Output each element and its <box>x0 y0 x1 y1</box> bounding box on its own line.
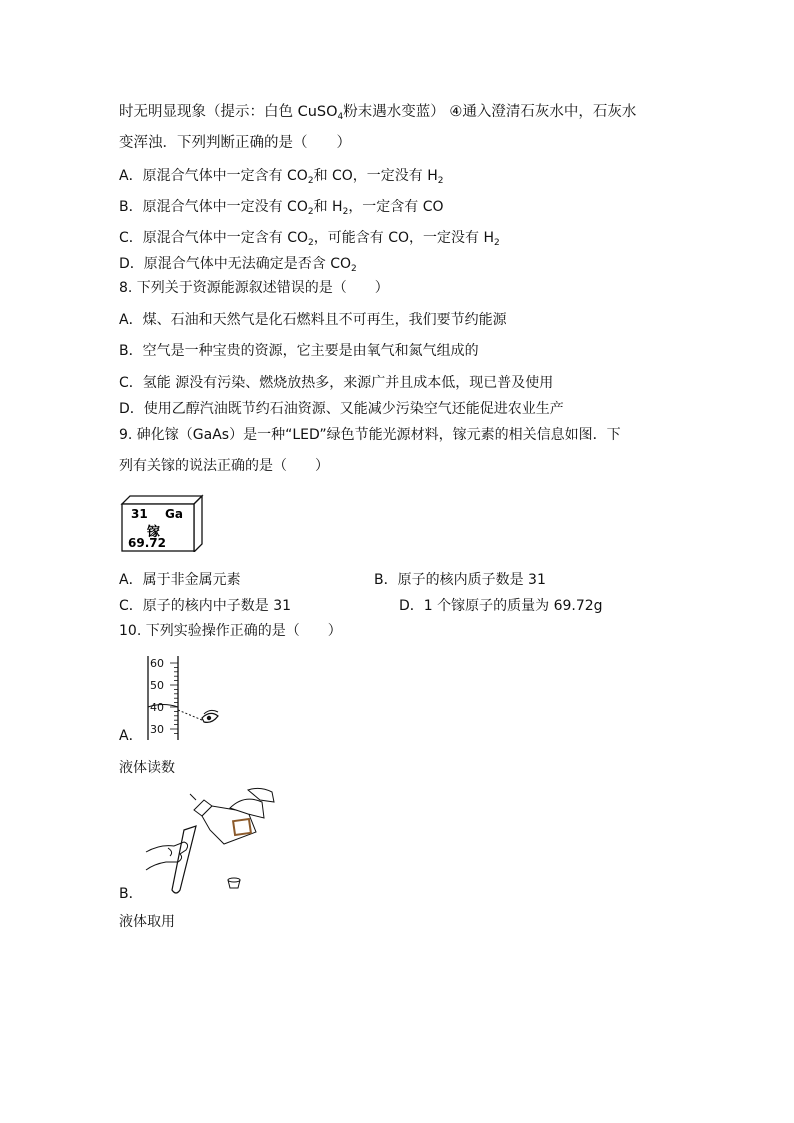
option-text: 原混合气体中一定含有 CO <box>142 168 308 184</box>
option-text: 原混合气体中无法确定是否含 CO <box>143 256 352 272</box>
q8-option-c: C．氢能 源没有污染、燃烧放热多，来源广并且成本低，现已普及使用 <box>119 375 554 391</box>
tick-label-60: 60 <box>150 657 164 670</box>
subscript: 2 <box>437 176 444 186</box>
q7-stem-line1 <box>119 104 636 120</box>
q7-stem-line2: 变浑浊．下列判断正确的是（ ） <box>119 135 351 151</box>
q8-option-d: D．使用乙醇汽油既节约石油资源、又能减少污染空气还能促进农业生产 <box>119 401 564 417</box>
option-text: 和 CO，一定没有 H <box>313 168 438 184</box>
tick-label-50: 50 <box>150 679 164 692</box>
option-label: D． <box>119 256 144 272</box>
option-label: C． <box>119 230 143 246</box>
q8-option-b: B．空气是一种宝贵的资源，它主要是由氧气和氮气组成的 <box>119 343 479 359</box>
q10-stem: 10. 下列实验操作正确的是（ ） <box>119 623 342 639</box>
q7-option-c <box>119 230 500 246</box>
q10-option-a-caption: 液体读数 <box>119 760 175 776</box>
q10-option-b-caption: 液体取用 <box>119 914 175 930</box>
option-label: B． <box>119 199 143 215</box>
q7-option-d <box>119 256 357 272</box>
q10-option-b-label: B． <box>119 886 143 902</box>
gallium-element-tile <box>120 494 204 552</box>
subscript: 2 <box>308 238 314 248</box>
q7-stem-text-b: 粉末遇水变蓝） ④通入澄清石灰水中，石灰水 <box>343 104 637 120</box>
q7-stem-subscript: 4 <box>337 112 344 122</box>
element-atomic-mass: 69.72 <box>128 536 166 550</box>
element-symbol: Ga <box>165 507 183 521</box>
option-text: 原混合气体中一定没有 CO <box>142 199 308 215</box>
q9-stem-line2: 列有关镓的说法正确的是（ ） <box>119 458 329 474</box>
q10-option-a-label: A． <box>119 728 143 744</box>
tick-label-30: 30 <box>150 723 164 736</box>
element-name: 镓 <box>147 525 161 540</box>
q8-option-a: A．煤、石油和天然气是化石燃料且不可再生，我们要节约能源 <box>119 312 507 328</box>
q9-stem-line1: 9. 砷化镓（GaAs）是一种“LED”绿色节能光源材料，镓元素的相关信息如图．下 <box>119 427 621 443</box>
option-text: ，一定含有 CO <box>348 199 444 215</box>
subscript: 2 <box>307 176 314 186</box>
subscript: 2 <box>351 264 357 274</box>
option-text: 和 H <box>313 199 343 215</box>
sight-line <box>178 710 202 720</box>
element-atomic-number: 31 <box>131 507 148 521</box>
cylinder-reading-figure <box>130 652 230 744</box>
option-text: 原混合气体中一定含有 CO <box>142 230 309 246</box>
bottle-stopper <box>228 878 240 888</box>
subscript: 2 <box>307 207 314 217</box>
option-text: ，可能含有 CO，一定没有 H <box>313 230 494 246</box>
liquid-pouring-figure <box>140 786 280 898</box>
subscript: 2 <box>342 207 349 217</box>
q9-option-a: A．属于非金属元素 <box>119 572 241 588</box>
q9-option-b: B．原子的核内质子数是 31 <box>374 572 546 588</box>
q9-option-c: C．原子的核内中子数是 31 <box>119 598 292 614</box>
subscript: 2 <box>494 238 500 248</box>
option-label: A． <box>119 168 143 184</box>
q9-option-d: D．1 个镓原子的质量为 69.72g <box>399 598 603 614</box>
tick-label-40: 40 <box>150 701 164 714</box>
test-tube <box>172 826 196 893</box>
q8-stem: 8. 下列关于资源能源叙述错误的是（ ） <box>119 280 389 296</box>
q7-option-b <box>119 199 444 215</box>
q7-stem-text-a: 时无明显现象（提示：白色 CuSO <box>119 104 338 120</box>
q7-option-a <box>119 168 444 184</box>
eye-icon <box>202 710 218 722</box>
